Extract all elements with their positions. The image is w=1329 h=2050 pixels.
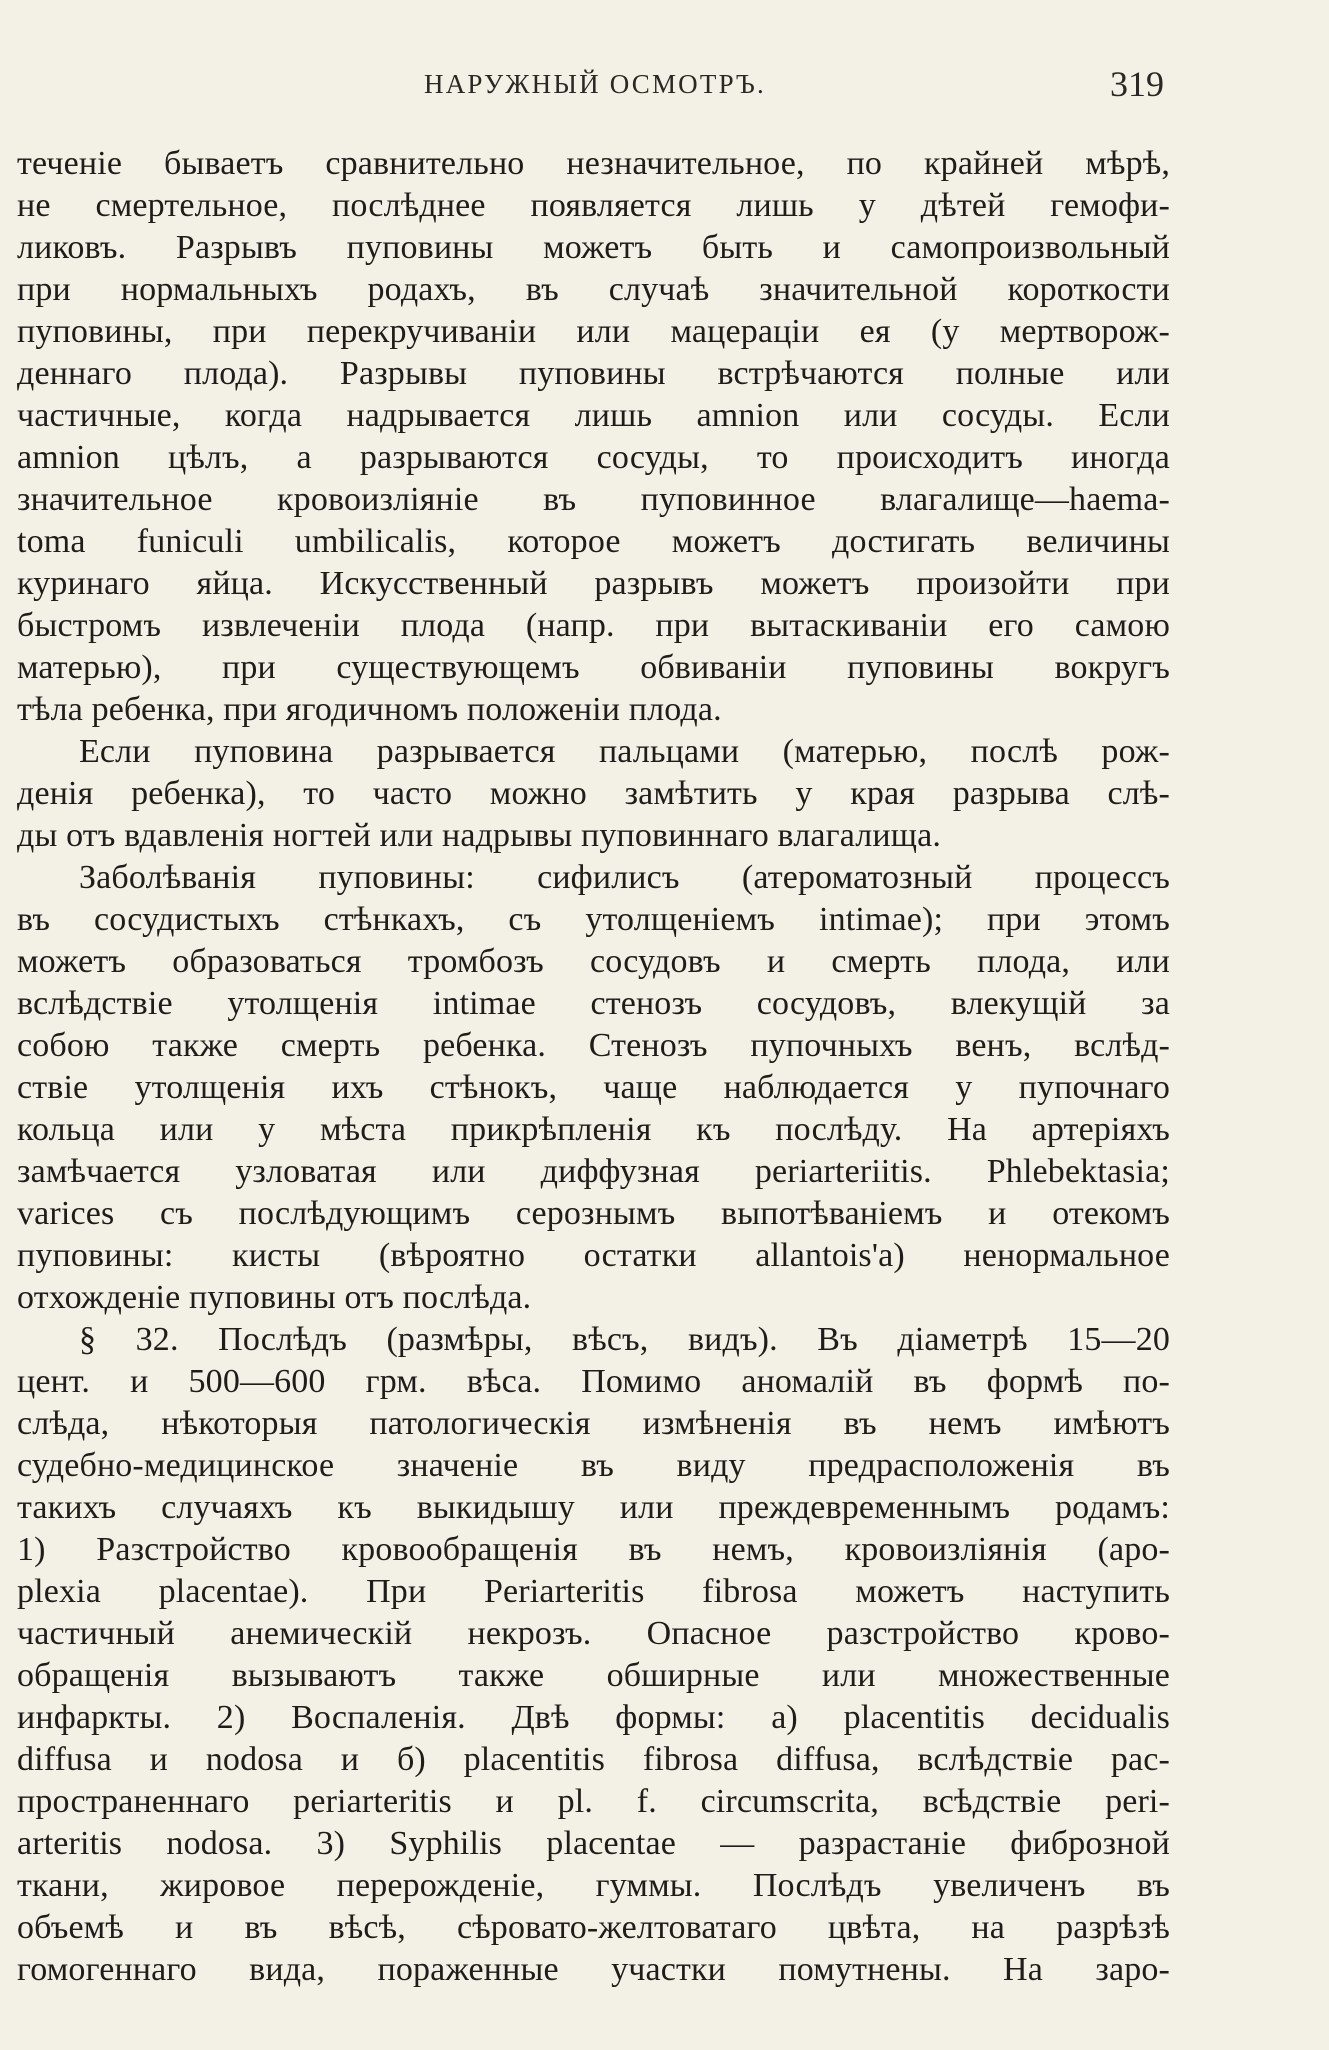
text-line: amnion цѣлъ, а разрываются сосуды, то происходитъ иногда bbox=[17, 439, 1170, 476]
text-line: при нормальныхъ родахъ, въ случаѣ значительной короткости bbox=[17, 271, 1170, 308]
text-line: varices съ послѣдующимъ серознымъ выпотѣваніемъ и отекомъ bbox=[17, 1195, 1170, 1232]
text-line: быстромъ извлеченіи плода (напр. при вытаскиваніи его самою bbox=[17, 607, 1170, 644]
text-line: обращенія вызываютъ также обширные или множественные bbox=[17, 1657, 1170, 1694]
text-line: пуповины: кисты (вѣроятно остатки allantois'a) ненормальное bbox=[17, 1237, 1170, 1274]
text-line: замѣчается узловатая или диффузная periarteriitis. Phlebektasia; bbox=[17, 1153, 1170, 1190]
text-line: 1) Разстройство кровообращенія въ немъ, кровоизліянія (apo- bbox=[17, 1531, 1170, 1568]
text-line: въ сосудистыхъ стѣнкахъ, съ утолщеніемъ intimae); при этомъ bbox=[17, 901, 1170, 938]
text-line: слѣда, нѣкоторыя патологическія измѣненія въ немъ имѣютъ bbox=[17, 1405, 1170, 1442]
text-line: Если пуповина разрывается пальцами (матерью, послѣ рож- bbox=[79, 733, 1170, 770]
text-line: plexia placentae). При Periarteritis fibrosa можетъ наступить bbox=[17, 1573, 1170, 1610]
running-title: НАРУЖНЫЙ ОСМОТРЪ. bbox=[424, 69, 767, 99]
text-line: arteritis nodosa. 3) Syphilis placentae — разрастаніе фиброзной bbox=[17, 1825, 1170, 1862]
text-line: теченіе бываетъ сравнительно незначительное, по крайней мѣрѣ, bbox=[17, 145, 1170, 182]
text-line: toma funiculi umbilicalis, которое можетъ достигать величины bbox=[17, 523, 1170, 560]
text-line: матерью), при существующемъ обвиваніи пуповины вокругъ bbox=[17, 649, 1170, 686]
text-line: отхожденіе пуповины отъ послѣда. bbox=[17, 1279, 532, 1316]
body-text bbox=[17, 143, 1170, 1991]
text-line: diffusa и nodosa и б) placentitis fibrosa diffusa, вслѣдствіе рас- bbox=[17, 1741, 1170, 1778]
page-number: 319 bbox=[1110, 64, 1164, 104]
running-head bbox=[0, 64, 1329, 104]
text-line: цент. и 500—600 грм. вѣса. Помимо аномалій въ формѣ по- bbox=[17, 1363, 1170, 1400]
text-line: § 32. Послѣдъ (размѣры, вѣсъ, видъ). Въ діаметрѣ 15—20 bbox=[79, 1321, 1170, 1358]
text-line: судебно-медицинское значеніе въ виду предрасположенія въ bbox=[17, 1447, 1170, 1484]
text-line: денія ребенка), то часто можно замѣтить у края разрыва слѣ- bbox=[17, 775, 1170, 812]
text-line: объемѣ и въ вѣсѣ, сѣровато-желтоватаго цвѣта, на разрѣзѣ bbox=[17, 1909, 1170, 1946]
text-line: частичные, когда надрывается лишь amnion или сосуды. Если bbox=[17, 397, 1170, 434]
text-line: не смертельное, послѣднее появляется лишь у дѣтей гемофи- bbox=[17, 187, 1170, 224]
text-line: пуповины, при перекручиваніи или мацераціи ея (у мертворож- bbox=[17, 313, 1170, 350]
text-line: ствіе утолщенія ихъ стѣнокъ, чаще наблюдается у пупочнаго bbox=[17, 1069, 1170, 1106]
text-line: Заболѣванія пуповины: сифилисъ (атероматозный процессъ bbox=[79, 859, 1170, 896]
text-line: можетъ образоваться тромбозъ сосудовъ и смерть плода, или bbox=[17, 943, 1170, 980]
text-line: собою также смерть ребенка. Стенозъ пупочныхъ венъ, вслѣд- bbox=[17, 1027, 1170, 1064]
text-line: ткани, жировое перерожденіе, гуммы. Послѣдъ увеличенъ въ bbox=[17, 1867, 1170, 1904]
text-line: тѣла ребенка, при ягодичномъ положеніи плода. bbox=[17, 691, 722, 728]
text-line: пространеннаго periarteritis и pl. f. circumscrita, всѣдствіе peri- bbox=[17, 1783, 1170, 1820]
text-line: инфаркты. 2) Воспаленія. Двѣ формы: a) placentitis decidualis bbox=[17, 1699, 1170, 1736]
text-line: значительное кровоизліяніе въ пуповинное влагалище—haema- bbox=[17, 481, 1170, 518]
text-line: вслѣдствіе утолщенія intimae стенозъ сосудовъ, влекущій за bbox=[17, 985, 1170, 1022]
text-line: гомогеннаго вида, пораженные участки помутнены. На заро- bbox=[17, 1951, 1170, 1988]
text-line: ликовъ. Разрывъ пуповины можетъ быть и самопроизвольный bbox=[17, 229, 1170, 266]
text-line: частичный анемическій некрозъ. Опасное разстройство крово- bbox=[17, 1615, 1170, 1652]
text-line: деннаго плода). Разрывы пуповины встрѣчаются полные или bbox=[17, 355, 1170, 392]
text-line: ды отъ вдавленія ногтей или надрывы пуповиннаго влагалища. bbox=[17, 817, 941, 854]
text-line: куринаго яйца. Искусственный разрывъ можетъ произойти при bbox=[17, 565, 1170, 602]
text-line: кольца или у мѣста прикрѣпленія къ послѣду. На артеріяхъ bbox=[17, 1111, 1170, 1148]
text-line: такихъ случаяхъ къ выкидышу или преждевременнымъ родамъ: bbox=[17, 1489, 1170, 1526]
